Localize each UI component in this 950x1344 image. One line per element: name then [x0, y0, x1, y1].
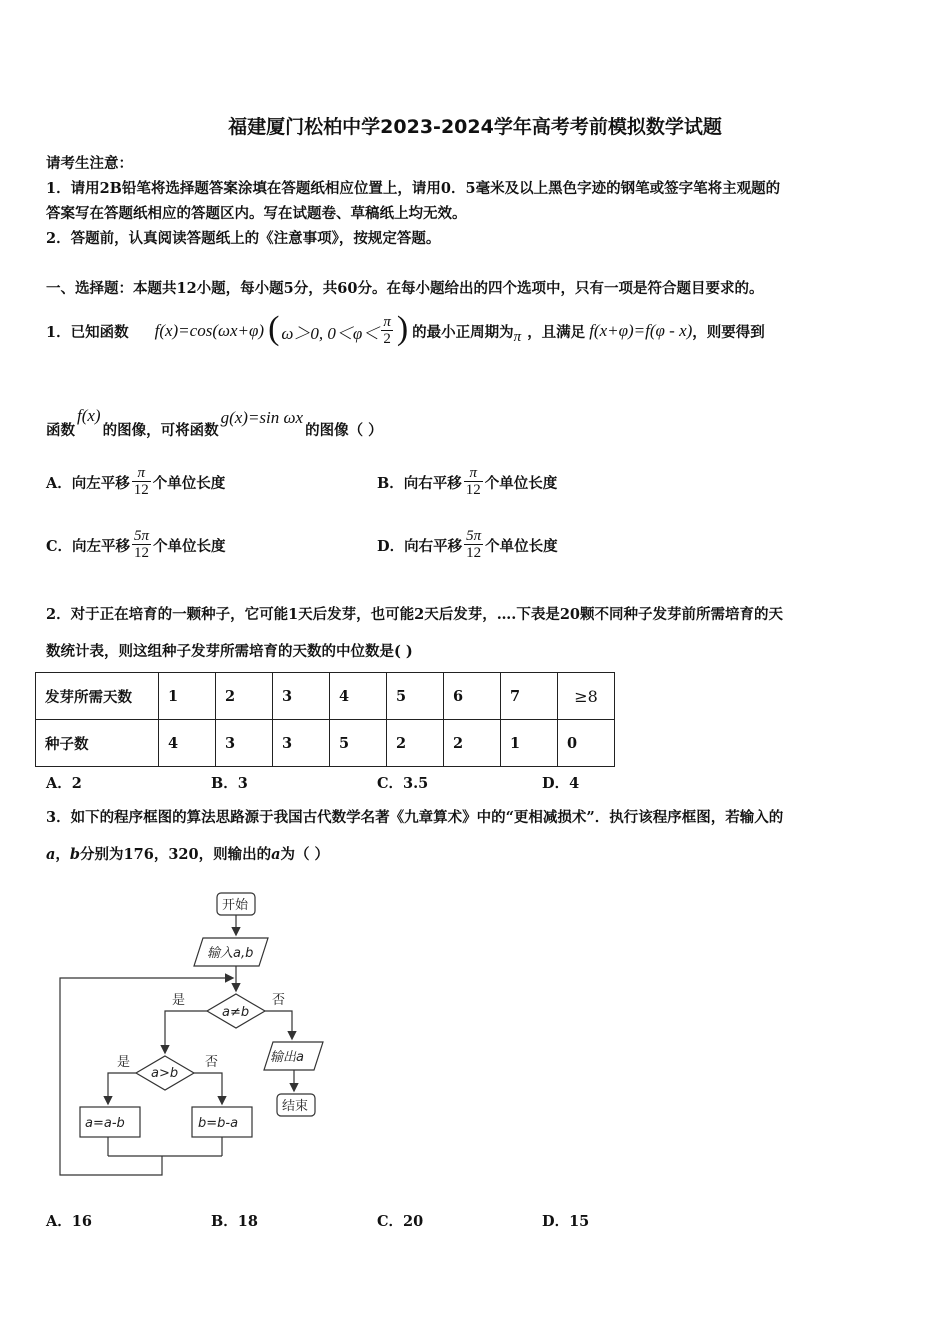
flow-arrow — [108, 1073, 136, 1103]
q3-option-d[interactable]: D．15 — [542, 1213, 590, 1230]
q1-condition: ω＞0, 0＜φ＜ — [281, 323, 380, 343]
q3-option-b[interactable]: B．18 — [211, 1213, 258, 1230]
table-cell: 3 — [273, 673, 330, 720]
q1-line2-text-a: 函数 — [46, 422, 75, 439]
q1-option-b-label: B．向右平移 — [377, 474, 462, 492]
table-cell: 5 — [330, 720, 387, 767]
flow-yes2-label: 是 — [117, 1055, 131, 1070]
table-cell: ≥8 — [558, 673, 615, 720]
flow-no1-label: 否 — [272, 993, 286, 1008]
table-cell: 4 — [330, 673, 387, 720]
table-cell: 1 — [501, 720, 558, 767]
q1-option-a-numerator: π — [137, 465, 145, 481]
q1-line2-text-c: 的图像（ ） — [305, 422, 383, 439]
flow-input-label: 输入a,b — [207, 946, 254, 961]
question-2-line-1: 2．对于正在培育的一颗种子，它可能1天后发芽，也可能2天后发芽，….下表是20颗不同种子发芽前所需培育的天 — [46, 606, 783, 623]
q1-option-d-denominator: 12 — [466, 545, 482, 561]
q1-line2-fx: f(x) — [77, 406, 101, 425]
q1-function-definition: f(x)=cos(ωx+φ) — [154, 321, 265, 340]
q3-var-b: b — [69, 846, 81, 863]
q2-option-d[interactable]: D．4 — [542, 775, 580, 792]
q3-separator: ， — [55, 846, 70, 863]
q1-option-d-numerator: 5π — [466, 528, 482, 544]
page-title: 福建厦门松柏中学2023-2024学年高考考前模拟数学试题 — [228, 116, 722, 138]
flow-yes1-label: 是 — [172, 993, 186, 1008]
q1-line2-gx: g(x)=sin ωx — [220, 408, 304, 427]
flow-arrow — [265, 1011, 292, 1038]
q1-prefix: 1．已知函数 — [46, 323, 129, 341]
q1-right-paren: ) — [396, 310, 409, 347]
table-cell: 2 — [387, 720, 444, 767]
q1-option-c-label: C．向左平移 — [46, 537, 131, 555]
q1-text-period: 的最小正周期为 — [412, 323, 514, 341]
q3-var-a: a — [46, 846, 56, 863]
q1-option-d-label: D．向右平移 — [377, 537, 463, 555]
flow-right-process-label: b=b-a — [198, 1116, 239, 1131]
q1-symmetry-condition: f(x+φ)=f(φ - x) — [589, 321, 693, 340]
q2-option-a[interactable]: A．2 — [46, 775, 82, 792]
q1-option-a-unit: 个单位长度 — [152, 474, 226, 492]
q1-condition-numerator: π — [383, 314, 391, 330]
q1-text-tail: ，则要得到 — [692, 323, 765, 341]
table-cell: 7 — [501, 673, 558, 720]
q3-mid-text: 分别为176，320，则输出的 — [80, 846, 272, 863]
flow-arrow — [194, 1073, 222, 1103]
q1-text-satisfy: ，且满足 — [527, 323, 586, 341]
section-heading: 一、选择题：本题共12小题，每小题5分，共60分。在每小题给出的四个选项中，只有一项是符合题目要求的。 — [46, 280, 764, 297]
table-cell: 0 — [558, 720, 615, 767]
table-cell: 2 — [216, 673, 273, 720]
question-2-line-2: 数统计表，则这组种子发芽所需培育的天数的中位数是( ) — [46, 643, 413, 660]
flow-arrow — [165, 1011, 207, 1052]
flow-left-process-label: a=a-b — [85, 1116, 125, 1131]
flow-loop-back — [60, 978, 232, 1175]
q3-option-a[interactable]: A．16 — [46, 1213, 92, 1230]
flow-output-label: 输出a — [270, 1050, 304, 1065]
table-row-header: 种子数 — [36, 720, 159, 767]
q1-option-a-label: A．向左平移 — [46, 474, 130, 492]
table-cell: 6 — [444, 673, 501, 720]
q3-option-c[interactable]: C．20 — [377, 1213, 424, 1230]
q1-left-paren: ( — [268, 310, 280, 347]
notice-line-3: 2．答题前，认真阅读答题纸上的《注意事项》，按规定答题。 — [46, 230, 441, 247]
flow-cond1-label: a≠b — [222, 1005, 250, 1020]
flow-end-label: 结束 — [282, 1099, 309, 1114]
q1-option-d-unit: 个单位长度 — [485, 537, 558, 555]
table-cell: 2 — [444, 720, 501, 767]
flow-start-label: 开始 — [222, 898, 249, 913]
q3-var-a-output: a — [271, 846, 281, 863]
q1-option-b-numerator: π — [469, 465, 478, 481]
q1-option-c-denominator: 12 — [134, 545, 150, 561]
table-cell: 5 — [387, 673, 444, 720]
q1-line2-text-b: 的图像，可将函数 — [102, 422, 219, 439]
table-cell: 4 — [159, 720, 216, 767]
notice-line-2: 答案写在答题纸相应的答题区内。写在试题卷、草稿纸上均无效。 — [46, 205, 467, 222]
flow-cond2-label: a>b — [151, 1066, 179, 1081]
notice-line-1: 1．请用2B铅笔将选择题答案涂填在答题纸相应位置上，请用0．5毫米及以上黑色字迹的钢笔或签字笔将主观题的 — [46, 180, 781, 197]
q1-option-b-unit: 个单位长度 — [484, 474, 558, 492]
notice-heading: 请考生注意： — [46, 155, 133, 172]
q1-period-value: π — [513, 328, 522, 345]
q1-option-b-denominator: 12 — [465, 482, 481, 498]
table-cell: 3 — [273, 720, 330, 767]
q2-option-c[interactable]: C．3.5 — [377, 775, 429, 792]
q2-option-b[interactable]: B．3 — [211, 775, 248, 792]
question-3-line-1: 3．如下的程序框图的算法思路源于我国古代数学名著《九章算术》中的“更相减损术”．执行该程序框图，若输入的 — [46, 809, 784, 826]
q1-option-c-unit: 个单位长度 — [153, 537, 226, 555]
q1-condition-denominator: 2 — [383, 331, 391, 347]
table-cell: 3 — [216, 720, 273, 767]
q1-option-a-denominator: 12 — [133, 482, 149, 498]
flow-no2-label: 否 — [205, 1055, 219, 1070]
q3-end-text: 为（ ） — [280, 846, 330, 863]
table-cell: 1 — [159, 673, 216, 720]
q1-option-c-numerator: 5π — [134, 528, 150, 544]
table-row-header: 发芽所需天数 — [36, 673, 159, 720]
